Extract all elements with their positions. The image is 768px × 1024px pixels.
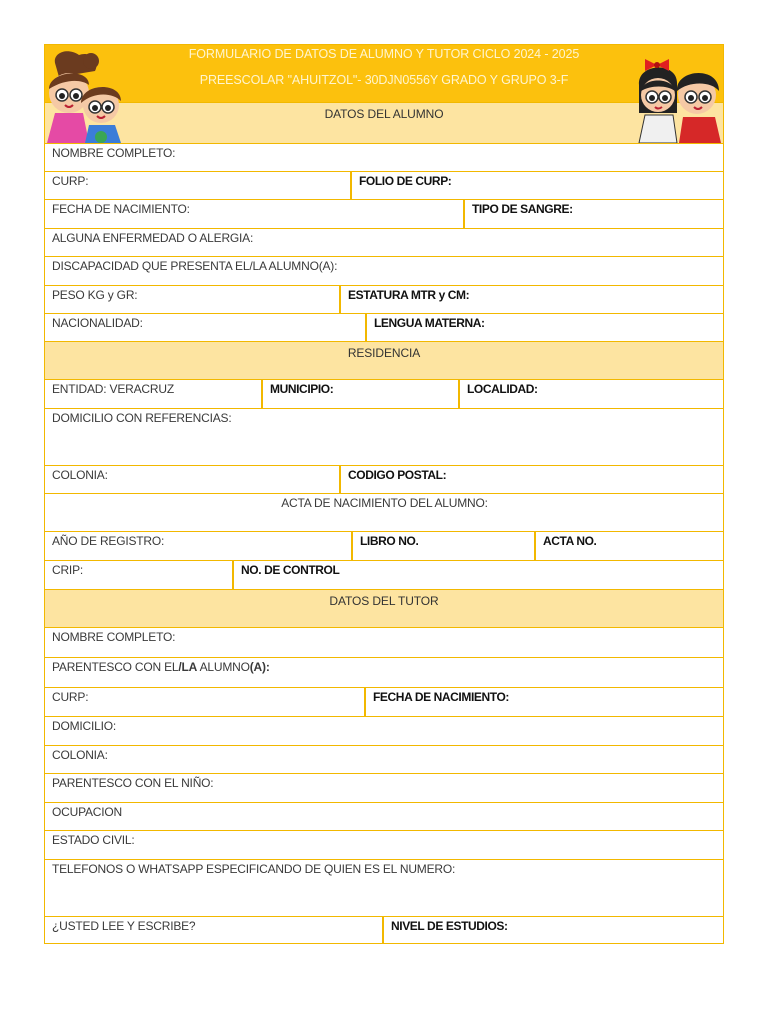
row-enfermedad	[45, 228, 723, 256]
section-title: RESIDENCIA	[347, 346, 421, 360]
field-control[interactable]: NO. DE CONTROL	[232, 561, 723, 589]
section-alumno	[45, 102, 723, 143]
row-entidad	[45, 379, 723, 408]
field-municipio[interactable]: MUNICIPIO:	[261, 380, 458, 408]
row-domicilio	[45, 408, 723, 465]
row-colonia	[45, 465, 723, 493]
row-tutor-parentesco	[45, 657, 723, 687]
label-part-bold: /LA	[178, 660, 198, 674]
field-cp[interactable]: CODIGO POSTAL:	[339, 466, 723, 493]
section-tutor	[45, 589, 723, 627]
kids-left-icon	[45, 49, 127, 143]
row-tutor-colonia	[45, 745, 723, 773]
field-libro[interactable]: LIBRO NO.	[351, 532, 534, 560]
field-crip[interactable]: CRIP:	[52, 563, 84, 577]
school-line: PREESCOLAR "AHUITZOL"- 30DJN0556Y GRADO Y GRUPO 3-F	[199, 73, 569, 87]
field-fecha-nac[interactable]: FECHA DE NACIMIENTO:	[52, 202, 190, 216]
student-form	[44, 44, 724, 944]
section-title: DATOS DEL TUTOR	[329, 594, 439, 608]
field-nombre[interactable]: NOMBRE COMPLETO:	[52, 146, 176, 160]
field-estado-civil[interactable]: ESTADO CIVIL:	[52, 833, 135, 847]
field-estatura[interactable]: ESTATURA MTR y CM:	[339, 286, 723, 313]
label-part-bold: (A):	[249, 660, 270, 674]
field-tutor-fecha[interactable]: FECHA DE NACIMIENTO:	[364, 688, 723, 716]
kids-right-icon	[631, 53, 725, 143]
field-tutor-curp[interactable]: CURP:	[52, 690, 89, 704]
field-entidad[interactable]: ENTIDAD: VERACRUZ	[52, 382, 174, 396]
form-title: FORMULARIO DE DATOS DE ALUMNO Y TUTOR CICLO 2024 - 2025	[188, 47, 580, 61]
section-title: ACTA DE NACIMIENTO DEL ALUMNO:	[281, 496, 488, 510]
section-acta	[45, 493, 723, 531]
field-tipo-sangre[interactable]: TIPO DE SANGRE:	[463, 200, 723, 228]
field-tutor-colonia[interactable]: COLONIA:	[52, 748, 108, 762]
field-ocupacion[interactable]: OCUPACION	[52, 805, 122, 819]
row-discapacidad	[45, 256, 723, 285]
row-nacionalidad	[45, 313, 723, 341]
row-tutor-nombre	[45, 627, 723, 657]
section-residencia	[45, 341, 723, 379]
field-domicilio[interactable]: DOMICILIO CON REFERENCIAS:	[52, 411, 232, 425]
field-curp[interactable]: CURP:	[52, 174, 89, 188]
form-header	[45, 45, 723, 102]
field-telefonos[interactable]: TELEFONOS O WHATSAPP ESPECIFICANDO DE QUIEN ES EL NUMERO:	[52, 862, 456, 876]
section-title: DATOS DEL ALUMNO	[324, 107, 444, 121]
field-enfermedad[interactable]: ALGUNA ENFERMEDAD O ALERGIA:	[52, 231, 254, 245]
field-tutor-domicilio[interactable]: DOMICILIO:	[52, 719, 117, 733]
row-peso	[45, 285, 723, 313]
label-part: PARENTESCO CON EL	[52, 660, 179, 674]
field-discapacidad[interactable]: DISCAPACIDAD QUE PRESENTA EL/LA ALUMNO(A):	[52, 259, 338, 273]
field-lee-escribe[interactable]: ¿USTED LEE Y ESCRIBE?	[52, 919, 196, 933]
field-anio-registro[interactable]: AÑO DE REGISTRO:	[52, 534, 165, 548]
field-folio-curp[interactable]: FOLIO DE CURP:	[350, 172, 723, 199]
field-acta-no[interactable]: ACTA NO.	[534, 532, 723, 560]
row-anio	[45, 531, 723, 560]
field-tutor-nombre[interactable]: NOMBRE COMPLETO:	[52, 630, 176, 644]
field-peso[interactable]: PESO KG y GR:	[52, 288, 138, 302]
field-parentesco-nino[interactable]: PARENTESCO CON EL NIÑO:	[52, 776, 214, 790]
row-curp	[45, 171, 723, 199]
row-ocupacion	[45, 802, 723, 830]
field-localidad[interactable]: LOCALIDAD:	[458, 380, 723, 408]
row-nombre	[45, 143, 723, 171]
field-tutor-parentesco[interactable]	[45, 658, 723, 687]
label-part: ALUMNO	[197, 660, 250, 674]
row-crip	[45, 560, 723, 589]
row-estado-civil	[45, 830, 723, 859]
row-lee-escribe	[45, 916, 723, 943]
row-tutor-curp	[45, 687, 723, 716]
row-telefonos	[45, 859, 723, 916]
row-parentesco-nino	[45, 773, 723, 802]
field-nacionalidad[interactable]: NACIONALIDAD:	[52, 316, 143, 330]
row-fecha	[45, 199, 723, 228]
row-tutor-domicilio	[45, 716, 723, 745]
field-nivel-estudios[interactable]: NIVEL DE ESTUDIOS:	[382, 917, 723, 943]
field-colonia[interactable]: COLONIA:	[52, 468, 108, 482]
field-lengua[interactable]: LENGUA MATERNA:	[365, 314, 723, 341]
